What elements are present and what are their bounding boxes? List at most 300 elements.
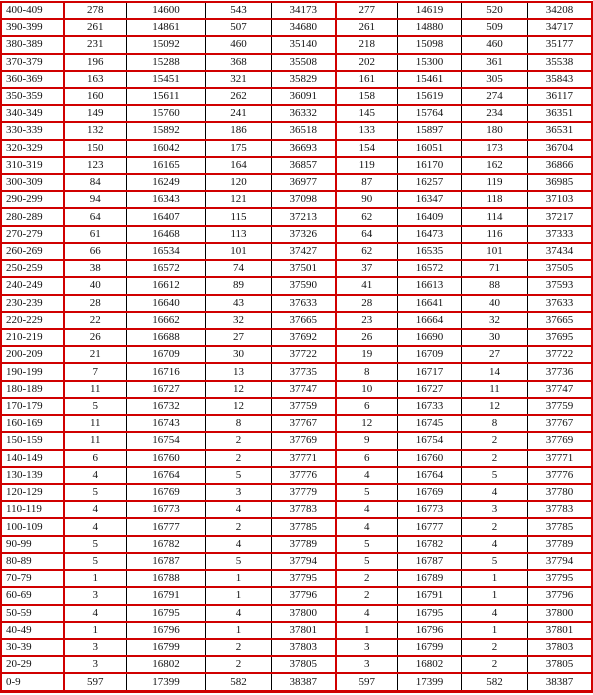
count-c-cell: 4	[336, 501, 398, 518]
count-a-cell: 4	[64, 605, 127, 622]
cumulative-c-cell: 17399	[398, 673, 462, 691]
count-d-cell: 3	[462, 501, 528, 518]
cumulative-d-cell: 34208	[528, 3, 592, 20]
count-d-cell: 173	[462, 140, 528, 157]
count-c-cell: 145	[336, 105, 398, 122]
cumulative-c-cell: 16754	[398, 432, 462, 449]
cumulative-b-cell: 37633	[272, 295, 336, 312]
count-b-cell: 507	[206, 19, 272, 36]
cumulative-d-cell: 35538	[528, 54, 592, 71]
count-c-cell: 161	[336, 71, 398, 88]
count-d-cell: 101	[462, 243, 528, 260]
count-b-cell: 2	[206, 450, 272, 467]
cumulative-d-cell: 37783	[528, 501, 592, 518]
count-a-cell: 28	[64, 295, 127, 312]
cumulative-d-cell: 37789	[528, 536, 592, 553]
score-range-cell: 300-309	[2, 174, 64, 191]
score-range-cell: 130-139	[2, 467, 64, 484]
score-range-cell: 250-259	[2, 260, 64, 277]
table-row	[2, 570, 592, 587]
score-range-cell: 360-369	[2, 71, 64, 88]
cumulative-b-cell: 37747	[272, 381, 336, 398]
count-d-cell: 5	[462, 467, 528, 484]
count-c-cell: 19	[336, 346, 398, 363]
score-range-cell: 320-329	[2, 140, 64, 157]
count-a-cell: 94	[64, 191, 127, 208]
count-a-cell: 261	[64, 19, 127, 36]
count-a-cell: 21	[64, 346, 127, 363]
score-range-cell: 400-409	[2, 3, 64, 20]
cumulative-c-cell: 16690	[398, 329, 462, 346]
cumulative-b-cell: 37789	[272, 536, 336, 553]
cumulative-c-cell: 16764	[398, 467, 462, 484]
cumulative-a-cell: 16760	[127, 450, 206, 467]
count-a-cell: 26	[64, 329, 127, 346]
count-a-cell: 11	[64, 432, 127, 449]
cumulative-c-cell: 16051	[398, 140, 462, 157]
score-range-cell: 380-389	[2, 36, 64, 53]
count-b-cell: 2	[206, 432, 272, 449]
cumulative-d-cell: 37801	[528, 622, 592, 639]
count-b-cell: 4	[206, 605, 272, 622]
count-d-cell: 509	[462, 19, 528, 36]
cumulative-d-cell: 37103	[528, 191, 592, 208]
count-a-cell: 84	[64, 174, 127, 191]
count-c-cell: 119	[336, 157, 398, 174]
cumulative-b-cell: 37795	[272, 570, 336, 587]
cumulative-b-cell: 37769	[272, 432, 336, 449]
cumulative-c-cell: 16799	[398, 639, 462, 656]
score-range-cell: 240-249	[2, 277, 64, 294]
count-a-cell: 150	[64, 140, 127, 157]
cumulative-d-cell: 37769	[528, 432, 592, 449]
cumulative-a-cell: 16662	[127, 312, 206, 329]
count-b-cell: 262	[206, 88, 272, 105]
table-row	[2, 295, 592, 312]
count-d-cell: 180	[462, 122, 528, 139]
table-row	[2, 484, 592, 501]
table-row	[2, 140, 592, 157]
count-c-cell: 90	[336, 191, 398, 208]
cumulative-a-cell: 15451	[127, 71, 206, 88]
cumulative-b-cell: 36857	[272, 157, 336, 174]
count-d-cell: 71	[462, 260, 528, 277]
score-range-cell: 40-49	[2, 622, 64, 639]
cumulative-a-cell: 15288	[127, 54, 206, 71]
table-row	[2, 208, 592, 225]
count-d-cell: 2	[462, 639, 528, 656]
cumulative-b-cell: 34173	[272, 3, 336, 20]
count-a-cell: 597	[64, 673, 127, 691]
table-row	[2, 415, 592, 432]
table-row	[2, 88, 592, 105]
count-b-cell: 2	[206, 656, 272, 673]
score-range-cell: 350-359	[2, 88, 64, 105]
cumulative-b-cell: 37776	[272, 467, 336, 484]
cumulative-b-cell: 36693	[272, 140, 336, 157]
score-range-cell: 260-269	[2, 243, 64, 260]
cumulative-b-cell: 37098	[272, 191, 336, 208]
cumulative-d-cell: 35843	[528, 71, 592, 88]
cumulative-c-cell: 16535	[398, 243, 462, 260]
score-range-cell: 340-349	[2, 105, 64, 122]
count-b-cell: 43	[206, 295, 272, 312]
count-b-cell: 1	[206, 587, 272, 604]
table-row	[2, 536, 592, 553]
count-a-cell: 160	[64, 88, 127, 105]
score-range-cell: 220-229	[2, 312, 64, 329]
table-row	[2, 518, 592, 535]
count-a-cell: 3	[64, 639, 127, 656]
cumulative-a-cell: 16754	[127, 432, 206, 449]
cumulative-c-cell: 16733	[398, 398, 462, 415]
count-b-cell: 164	[206, 157, 272, 174]
count-d-cell: 116	[462, 226, 528, 243]
score-range-cell: 210-219	[2, 329, 64, 346]
count-b-cell: 74	[206, 260, 272, 277]
count-c-cell: 133	[336, 122, 398, 139]
score-range-cell: 280-289	[2, 208, 64, 225]
cumulative-c-cell: 16760	[398, 450, 462, 467]
cumulative-a-cell: 16612	[127, 277, 206, 294]
count-a-cell: 278	[64, 3, 127, 20]
table-row	[2, 432, 592, 449]
cumulative-a-cell: 16799	[127, 639, 206, 656]
count-c-cell: 4	[336, 605, 398, 622]
count-c-cell: 28	[336, 295, 398, 312]
count-c-cell: 2	[336, 587, 398, 604]
count-c-cell: 261	[336, 19, 398, 36]
cumulative-d-cell: 36866	[528, 157, 592, 174]
cumulative-b-cell: 37800	[272, 605, 336, 622]
cumulative-a-cell: 16782	[127, 536, 206, 553]
cumulative-c-cell: 16796	[398, 622, 462, 639]
cumulative-b-cell: 37794	[272, 553, 336, 570]
cumulative-d-cell: 37805	[528, 656, 592, 673]
cumulative-b-cell: 35140	[272, 36, 336, 53]
count-a-cell: 4	[64, 467, 127, 484]
cumulative-c-cell: 15764	[398, 105, 462, 122]
count-c-cell: 218	[336, 36, 398, 53]
count-c-cell: 62	[336, 208, 398, 225]
count-a-cell: 38	[64, 260, 127, 277]
cumulative-a-cell: 16743	[127, 415, 206, 432]
cumulative-a-cell: 16791	[127, 587, 206, 604]
count-c-cell: 158	[336, 88, 398, 105]
score-range-cell: 150-159	[2, 432, 64, 449]
count-d-cell: 520	[462, 3, 528, 20]
count-b-cell: 121	[206, 191, 272, 208]
score-range-cell: 370-379	[2, 54, 64, 71]
cumulative-c-cell: 16745	[398, 415, 462, 432]
count-d-cell: 118	[462, 191, 528, 208]
score-range-cell: 50-59	[2, 605, 64, 622]
count-b-cell: 4	[206, 501, 272, 518]
count-b-cell: 101	[206, 243, 272, 260]
table-row	[2, 191, 592, 208]
cumulative-c-cell: 16473	[398, 226, 462, 243]
score-range-cell: 0-9	[2, 673, 64, 691]
table-row	[2, 398, 592, 415]
count-c-cell: 5	[336, 536, 398, 553]
cumulative-a-cell: 16795	[127, 605, 206, 622]
count-b-cell: 241	[206, 105, 272, 122]
cumulative-b-cell: 37326	[272, 226, 336, 243]
cumulative-c-cell: 16773	[398, 501, 462, 518]
count-c-cell: 12	[336, 415, 398, 432]
cumulative-b-cell: 37501	[272, 260, 336, 277]
cumulative-a-cell: 16534	[127, 243, 206, 260]
cumulative-a-cell: 16732	[127, 398, 206, 415]
count-d-cell: 32	[462, 312, 528, 329]
count-c-cell: 26	[336, 329, 398, 346]
cumulative-d-cell: 37771	[528, 450, 592, 467]
cumulative-c-cell: 15461	[398, 71, 462, 88]
table-row	[2, 467, 592, 484]
count-a-cell: 5	[64, 398, 127, 415]
count-b-cell: 5	[206, 467, 272, 484]
cumulative-a-cell: 14600	[127, 3, 206, 20]
cumulative-a-cell: 16572	[127, 260, 206, 277]
count-b-cell: 186	[206, 122, 272, 139]
cumulative-c-cell: 16572	[398, 260, 462, 277]
cumulative-a-cell: 15760	[127, 105, 206, 122]
cumulative-d-cell: 37217	[528, 208, 592, 225]
score-range-cell: 100-109	[2, 518, 64, 535]
count-c-cell: 3	[336, 656, 398, 673]
count-a-cell: 11	[64, 415, 127, 432]
cumulative-c-cell: 16717	[398, 363, 462, 380]
cumulative-c-cell: 16709	[398, 346, 462, 363]
cumulative-a-cell: 16042	[127, 140, 206, 157]
count-d-cell: 114	[462, 208, 528, 225]
count-c-cell: 64	[336, 226, 398, 243]
cumulative-b-cell: 36518	[272, 122, 336, 139]
count-b-cell: 115	[206, 208, 272, 225]
score-range-cell: 270-279	[2, 226, 64, 243]
count-c-cell: 6	[336, 450, 398, 467]
table-row	[2, 363, 592, 380]
cumulative-a-cell: 16468	[127, 226, 206, 243]
table-row	[2, 329, 592, 346]
cumulative-d-cell: 37505	[528, 260, 592, 277]
count-a-cell: 123	[64, 157, 127, 174]
count-c-cell: 277	[336, 3, 398, 20]
table-row	[2, 19, 592, 36]
table-row	[2, 450, 592, 467]
cumulative-d-cell: 37747	[528, 381, 592, 398]
cumulative-d-cell: 37796	[528, 587, 592, 604]
count-b-cell: 4	[206, 536, 272, 553]
count-b-cell: 582	[206, 673, 272, 691]
count-a-cell: 132	[64, 122, 127, 139]
cumulative-d-cell: 37434	[528, 243, 592, 260]
table-row	[2, 243, 592, 260]
score-range-cell: 160-169	[2, 415, 64, 432]
cumulative-d-cell: 38387	[528, 673, 592, 691]
table-row	[2, 639, 592, 656]
count-b-cell: 89	[206, 277, 272, 294]
cumulative-a-cell: 16777	[127, 518, 206, 535]
cumulative-b-cell: 36332	[272, 105, 336, 122]
count-a-cell: 61	[64, 226, 127, 243]
table-row	[2, 226, 592, 243]
cumulative-a-cell: 16769	[127, 484, 206, 501]
count-a-cell: 3	[64, 656, 127, 673]
count-b-cell: 3	[206, 484, 272, 501]
table-body	[2, 3, 592, 692]
count-b-cell: 460	[206, 36, 272, 53]
count-a-cell: 6	[64, 450, 127, 467]
table-row	[2, 501, 592, 518]
count-d-cell: 88	[462, 277, 528, 294]
count-c-cell: 4	[336, 518, 398, 535]
cumulative-a-cell: 16165	[127, 157, 206, 174]
count-a-cell: 66	[64, 243, 127, 260]
count-a-cell: 64	[64, 208, 127, 225]
table-row	[2, 105, 592, 122]
table-row	[2, 605, 592, 622]
cumulative-b-cell: 37805	[272, 656, 336, 673]
cumulative-b-cell: 37771	[272, 450, 336, 467]
table-row	[2, 312, 592, 329]
count-c-cell: 597	[336, 673, 398, 691]
count-c-cell: 6	[336, 398, 398, 415]
table-row	[2, 36, 592, 53]
score-range-cell: 90-99	[2, 536, 64, 553]
table-row	[2, 54, 592, 71]
count-a-cell: 5	[64, 553, 127, 570]
count-d-cell: 4	[462, 484, 528, 501]
cumulative-c-cell: 16789	[398, 570, 462, 587]
count-a-cell: 7	[64, 363, 127, 380]
cumulative-b-cell: 37779	[272, 484, 336, 501]
count-b-cell: 5	[206, 553, 272, 570]
cumulative-d-cell: 37767	[528, 415, 592, 432]
score-range-cell: 170-179	[2, 398, 64, 415]
cumulative-d-cell: 35177	[528, 36, 592, 53]
cumulative-d-cell: 37803	[528, 639, 592, 656]
cumulative-c-cell: 16613	[398, 277, 462, 294]
count-b-cell: 321	[206, 71, 272, 88]
count-a-cell: 4	[64, 501, 127, 518]
count-c-cell: 202	[336, 54, 398, 71]
count-c-cell: 5	[336, 484, 398, 501]
cumulative-b-cell: 37801	[272, 622, 336, 639]
cumulative-a-cell: 16407	[127, 208, 206, 225]
count-b-cell: 1	[206, 570, 272, 587]
cumulative-c-cell: 14619	[398, 3, 462, 20]
cumulative-c-cell: 16777	[398, 518, 462, 535]
cumulative-a-cell: 16249	[127, 174, 206, 191]
count-d-cell: 274	[462, 88, 528, 105]
table-row	[2, 553, 592, 570]
score-range-cell: 290-299	[2, 191, 64, 208]
cumulative-a-cell: 16640	[127, 295, 206, 312]
table-row	[2, 622, 592, 639]
cumulative-d-cell: 36531	[528, 122, 592, 139]
cumulative-a-cell: 16787	[127, 553, 206, 570]
cumulative-b-cell: 37590	[272, 277, 336, 294]
cumulative-d-cell: 37633	[528, 295, 592, 312]
cumulative-d-cell: 37780	[528, 484, 592, 501]
score-range-cell: 200-209	[2, 346, 64, 363]
cumulative-a-cell: 16727	[127, 381, 206, 398]
count-a-cell: 11	[64, 381, 127, 398]
cumulative-d-cell: 37333	[528, 226, 592, 243]
cumulative-b-cell: 37427	[272, 243, 336, 260]
cumulative-b-cell: 37785	[272, 518, 336, 535]
count-d-cell: 27	[462, 346, 528, 363]
cumulative-b-cell: 37692	[272, 329, 336, 346]
cumulative-a-cell: 16688	[127, 329, 206, 346]
cumulative-c-cell: 16664	[398, 312, 462, 329]
count-d-cell: 305	[462, 71, 528, 88]
cumulative-b-cell: 37735	[272, 363, 336, 380]
count-d-cell: 460	[462, 36, 528, 53]
count-b-cell: 8	[206, 415, 272, 432]
count-b-cell: 13	[206, 363, 272, 380]
count-a-cell: 22	[64, 312, 127, 329]
table-row	[2, 71, 592, 88]
cumulative-c-cell: 16787	[398, 553, 462, 570]
count-d-cell: 14	[462, 363, 528, 380]
cumulative-d-cell: 37795	[528, 570, 592, 587]
table-row	[2, 260, 592, 277]
cumulative-c-cell: 16641	[398, 295, 462, 312]
count-c-cell: 5	[336, 553, 398, 570]
count-b-cell: 2	[206, 639, 272, 656]
score-distribution-table	[1, 2, 592, 692]
cumulative-b-cell: 37783	[272, 501, 336, 518]
cumulative-c-cell: 16409	[398, 208, 462, 225]
count-d-cell: 5	[462, 553, 528, 570]
cumulative-d-cell: 37593	[528, 277, 592, 294]
count-d-cell: 2	[462, 432, 528, 449]
count-c-cell: 62	[336, 243, 398, 260]
cumulative-b-cell: 37213	[272, 208, 336, 225]
cumulative-b-cell: 36977	[272, 174, 336, 191]
cumulative-b-cell: 37665	[272, 312, 336, 329]
score-range-cell: 30-39	[2, 639, 64, 656]
count-d-cell: 1	[462, 622, 528, 639]
count-d-cell: 119	[462, 174, 528, 191]
cumulative-c-cell: 16782	[398, 536, 462, 553]
count-b-cell: 1	[206, 622, 272, 639]
count-c-cell: 3	[336, 639, 398, 656]
count-c-cell: 41	[336, 277, 398, 294]
cumulative-a-cell: 16764	[127, 467, 206, 484]
count-b-cell: 27	[206, 329, 272, 346]
score-range-cell: 140-149	[2, 450, 64, 467]
count-a-cell: 5	[64, 536, 127, 553]
table-row	[2, 277, 592, 294]
cumulative-b-cell: 34680	[272, 19, 336, 36]
score-range-cell: 390-399	[2, 19, 64, 36]
count-a-cell: 3	[64, 587, 127, 604]
cumulative-a-cell: 15092	[127, 36, 206, 53]
cumulative-a-cell: 16773	[127, 501, 206, 518]
count-c-cell: 87	[336, 174, 398, 191]
cumulative-a-cell: 16709	[127, 346, 206, 363]
cumulative-c-cell: 16769	[398, 484, 462, 501]
score-range-cell: 190-199	[2, 363, 64, 380]
score-range-cell: 20-29	[2, 656, 64, 673]
count-a-cell: 4	[64, 518, 127, 535]
table-row	[2, 673, 592, 691]
count-d-cell: 1	[462, 570, 528, 587]
count-d-cell: 2	[462, 518, 528, 535]
